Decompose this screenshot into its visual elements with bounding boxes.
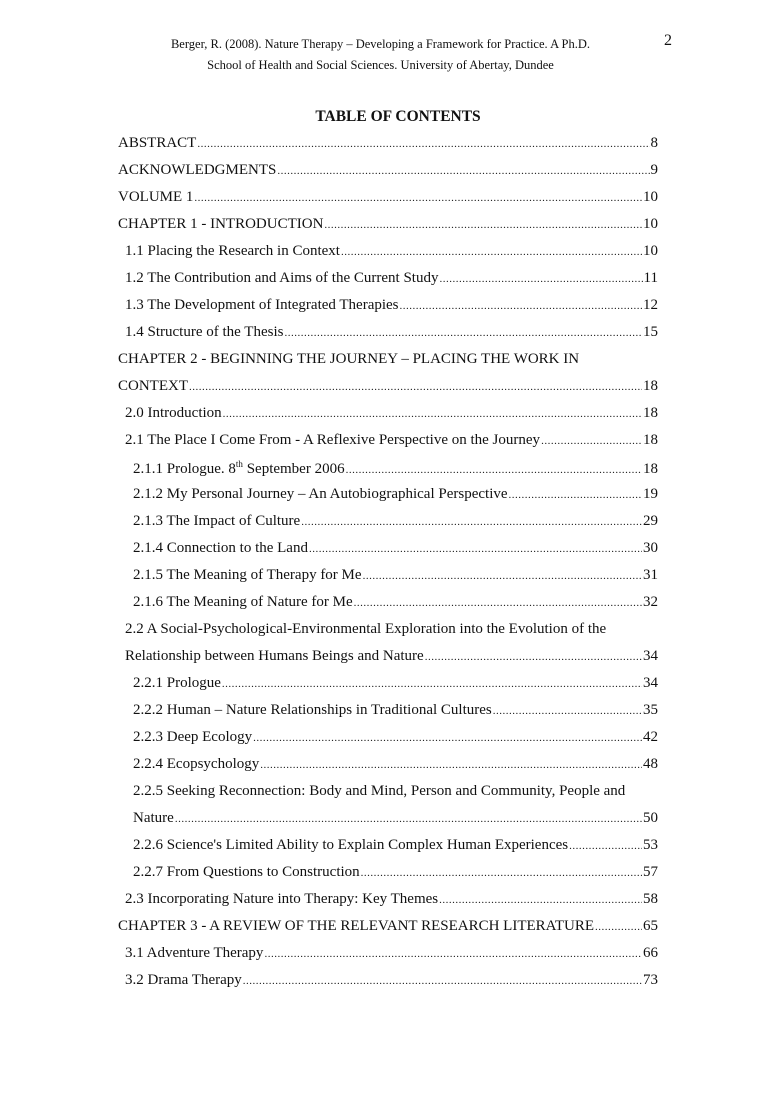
toc-entry[interactable]: 2.2.4 Ecopsychology ..... 48 <box>133 756 658 780</box>
toc-entry[interactable]: 2.1.6 The Meaning of Nature for Me ..... 32 <box>133 594 658 618</box>
toc-entry[interactable]: 2.1.5 The Meaning of Therapy for Me ..... 31 <box>133 567 658 591</box>
toc-entry[interactable]: 1.3 The Development of Integrated Therapies ..... 12 <box>125 297 658 321</box>
toc-entry[interactable]: 2.1.3 The Impact of Culture ..... 29 <box>133 513 658 537</box>
toc-entry[interactable]: 2.2.2 Human – Nature Relationships in Traditional Cultures ..... 35 <box>133 702 658 726</box>
toc-entry[interactable]: VOLUME 1 ..... 10 <box>118 189 658 213</box>
toc-entry[interactable]: ACKNOWLEDGMENTS ..... 9 <box>118 162 658 186</box>
toc-entry[interactable]: 2.2.6 Science's Limited Ability to Explain Complex Human Experiences ..... 53 <box>133 837 658 861</box>
toc-entry[interactable]: CHAPTER 2 - BEGINNING THE JOURNEY – PLACING THE WORK IN <box>118 351 580 367</box>
header-institution: School of Health and Social Sciences. University of Abertay, Dundee <box>207 58 554 72</box>
header-citation: Berger, R. (2008). Nature Therapy – Developing a Framework for Practice. A Ph.D. <box>170 37 591 51</box>
toc-entry[interactable]: 1.1 Placing the Research in Context ..... 10 <box>125 243 658 267</box>
toc-entry[interactable]: 2.2.5 Seeking Reconnection: Body and Mind, Person and Community, People and <box>133 783 626 799</box>
toc-entry[interactable]: 3.2 Drama Therapy ..... 73 <box>125 972 658 996</box>
toc-entry[interactable]: Nature ..... 50 <box>133 810 658 834</box>
page-number: 2 <box>664 32 672 49</box>
toc-entry[interactable]: 1.4 Structure of the Thesis ..... 15 <box>125 324 658 348</box>
toc-entry[interactable]: Relationship between Humans Beings and Nature ..... 34 <box>125 648 658 672</box>
toc-entry[interactable]: 1.2 The Contribution and Aims of the Current Study ..... 11 <box>125 270 658 294</box>
toc-entry[interactable]: 2.1.4 Connection to the Land ..... 30 <box>133 540 658 564</box>
toc-entry[interactable]: CHAPTER 1 - INTRODUCTION ..... 10 <box>118 216 658 240</box>
toc-entry[interactable]: 2.2.3 Deep Ecology ..... 42 <box>133 729 658 753</box>
toc-entry[interactable]: CHAPTER 3 - A REVIEW OF THE RELEVANT RESEARCH LITERATURE ..... 65 <box>118 918 658 942</box>
toc-entry[interactable]: 2.2 A Social-Psychological-Environmental Exploration into the Evolution of the <box>125 621 607 637</box>
toc-entry[interactable]: 2.2.7 From Questions to Construction ..... 57 <box>133 864 658 888</box>
toc-entry[interactable]: 2.3 Incorporating Nature into Therapy: Key Themes ..... 58 <box>125 891 658 915</box>
toc-entry[interactable]: 2.2.1 Prologue ..... 34 <box>133 675 658 699</box>
toc-entry[interactable]: ABSTRACT ..... 8 <box>118 135 658 159</box>
toc-entry[interactable]: CONTEXT ..... 18 <box>118 378 658 402</box>
toc-entry[interactable]: 2.0 Introduction ..... 18 <box>125 405 658 429</box>
toc-entry[interactable]: 2.1 The Place I Come From - A Reflexive Perspective on the Journey ..... 18 <box>125 432 658 456</box>
toc-title: TABLE OF CONTENTS <box>315 108 481 125</box>
toc-entry[interactable]: 2.1.1 Prologue. 8th September 2006 ..... 18 <box>133 459 658 483</box>
toc-entry[interactable]: 3.1 Adventure Therapy ..... 66 <box>125 945 658 969</box>
toc-entry[interactable]: 2.1.2 My Personal Journey – An Autobiographical Perspective ..... 19 <box>133 486 658 510</box>
